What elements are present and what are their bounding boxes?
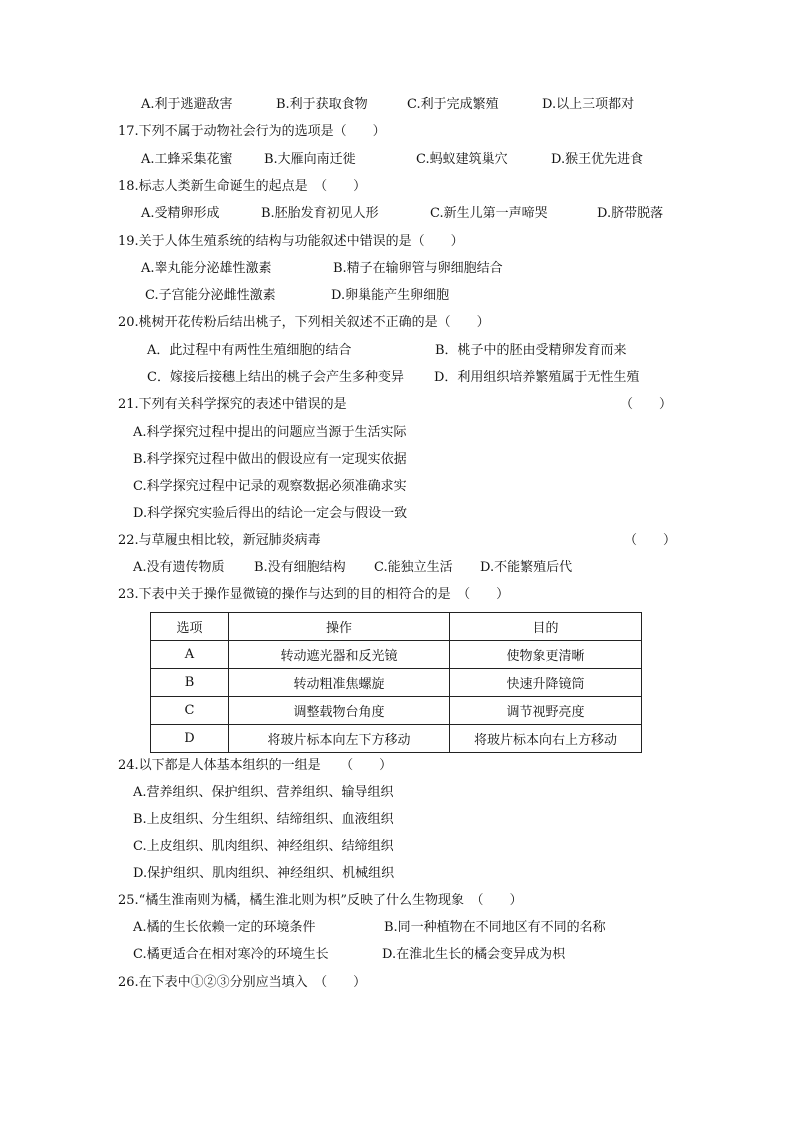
q24-option-d: D.保护组织、肌肉组织、神经组织、机械组织 [133, 866, 395, 881]
q21-option-c: C.科学探究过程中记录的观察数据必须准确求实 [133, 479, 407, 494]
table-cell-operation: 将玻片标本向左下方移动 [229, 725, 450, 753]
q20-option-c: C．嫁接后接穗上结出的桃子会产生多种变异 [147, 370, 404, 385]
q22-answer-paren: （ ） [624, 533, 677, 548]
q21-answer-paren: （ ） [620, 397, 673, 412]
q20-option-a: A．此过程中有两性生殖细胞的结合 [147, 343, 352, 358]
table-cell-purpose: 快速升降镜筒 [450, 669, 642, 697]
q21-option-b: B.科学探究过程中做出的假设应有一定现实依据 [133, 452, 407, 467]
table-cell-option: D [151, 725, 229, 753]
q21-stem: 21.下列有关科学探究的表述中错误的是 [118, 397, 347, 412]
q18-option-b: B.胚胎发育初见人形 [261, 206, 379, 221]
q16-option-b: B.利于获取食物 [276, 97, 368, 112]
q16-option-c: C.利于完成繁殖 [407, 97, 499, 112]
q24-option-a: A.营养组织、保护组织、营养组织、输导组织 [133, 785, 394, 800]
q19-option-c: C.子宫能分泌雌性激素 [145, 288, 276, 303]
q18-option-a: A.受精卵形成 [141, 206, 220, 221]
q20-stem: 20.桃树开花传粉后结出桃子，下列相关叙述不正确的是（ ） [118, 315, 490, 330]
q25-stem: 25.“橘生淮南则为橘，橘生淮北则为枳”反映了什么生物现象 （ ） [118, 893, 523, 908]
table-row [151, 725, 642, 753]
q26-stem: 26.在下表中①②③分别应当填入 （ ） [118, 975, 367, 990]
table-row [151, 641, 642, 669]
table-row [151, 697, 642, 725]
q22-option-a: A.没有遗传物质 [133, 560, 225, 575]
q25-option-d: D.在淮北生长的橘会变异成为枳 [382, 947, 566, 962]
q17-stem: 17.下列不属于动物社会行为的选项是（ ） [118, 124, 386, 139]
q17-option-b: B.大雁向南迁徙 [264, 152, 356, 167]
q21-option-a: A.科学探究过程中提出的问题应当源于生活实际 [133, 425, 407, 440]
q22-option-d: D.不能繁殖后代 [480, 560, 573, 575]
q21-option-d: D.科学探究实验后得出的结论一定会与假设一致 [133, 506, 408, 521]
q25-option-a: A.橘的生长依赖一定的环境条件 [133, 920, 316, 935]
q25-option-c: C.橘更适合在相对寒冷的环境生长 [133, 947, 329, 962]
q22-option-b: B.没有细胞结构 [254, 560, 346, 575]
table-cell-option: A [151, 641, 229, 669]
microscope-operation-table [150, 612, 642, 753]
table-header-option: 选项 [151, 613, 229, 641]
q20-option-b: B．桃子中的胚由受精卵发育而来 [435, 343, 627, 358]
q18-option-c: C.新生儿第一声啼哭 [430, 206, 548, 221]
q24-option-c: C.上皮组织、肌肉组织、神经组织、结缔组织 [133, 839, 394, 854]
table-cell-purpose: 调节视野亮度 [450, 697, 642, 725]
table-cell-option: B [151, 669, 229, 697]
q18-option-d: D.脐带脱落 [597, 206, 664, 221]
table-header-row [151, 613, 642, 641]
table-header-operation: 操作 [229, 613, 450, 641]
q23-stem: 23.下表中关于操作显微镜的操作与达到的目的相符合的是 （ ） [118, 587, 510, 602]
table-cell-operation: 调整载物台角度 [229, 697, 450, 725]
table-row [151, 669, 642, 697]
q17-option-a: A.工蜂采集花蜜 [141, 152, 233, 167]
table-cell-operation: 转动遮光器和反光镜 [229, 641, 450, 669]
q24-stem: 24.以下都是人体基本组织的一组是 （ ） [118, 758, 393, 773]
q17-option-c: C.蚂蚁建筑巢穴 [416, 152, 508, 167]
table-header-purpose: 目的 [450, 613, 642, 641]
q19-option-b: B.精子在输卵管与卵细胞结合 [333, 261, 503, 276]
q16-option-d: D.以上三项都对 [542, 97, 635, 112]
table-cell-purpose: 使物象更清晰 [450, 641, 642, 669]
q20-option-d: D．利用组织培养繁殖属于无性生殖 [434, 370, 640, 385]
table-cell-operation: 转动粗准焦螺旋 [229, 669, 450, 697]
q19-option-a: A.睾丸能分泌雄性激素 [141, 261, 272, 276]
q19-option-d: D.卵巢能产生卵细胞 [331, 288, 450, 303]
q22-option-c: C.能独立生活 [374, 560, 453, 575]
q19-stem: 19.关于人体生殖系统的结构与功能叙述中错误的是（ ） [118, 234, 464, 249]
q17-option-d: D.猴王优先进食 [551, 152, 644, 167]
q24-option-b: B.上皮组织、分生组织、结缔组织、血液组织 [133, 812, 394, 827]
table-cell-option: C [151, 697, 229, 725]
q25-option-b: B.同一种植物在不同地区有不同的名称 [384, 920, 606, 935]
q16-option-a: A.利于逃避敌害 [141, 97, 233, 112]
q18-stem: 18.标志人类新生命诞生的起点是 （ ） [118, 179, 367, 194]
q22-stem: 22.与草履虫相比较，新冠肺炎病毒 [118, 533, 321, 548]
table-cell-purpose: 将玻片标本向右上方移动 [450, 725, 642, 753]
